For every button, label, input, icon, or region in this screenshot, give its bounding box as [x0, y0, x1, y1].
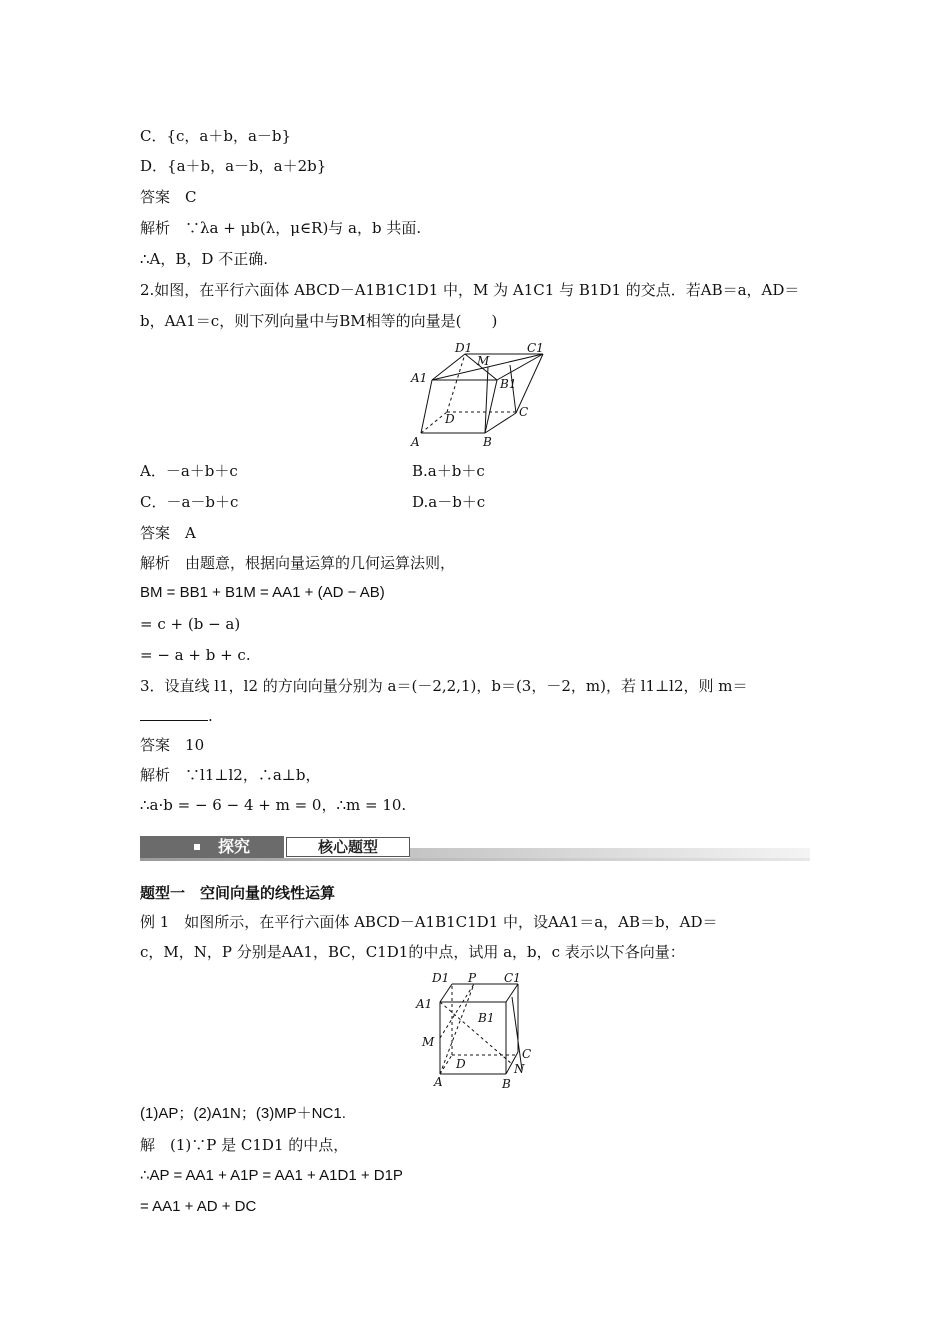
- option-d-line: D．{a＋b，a－b，a＋2b}: [140, 157, 327, 175]
- answer-line-2: 答案 A: [140, 524, 196, 542]
- example-1-text-cont: c，M，N，P 分别是AA1，BC，C1D1的中点，试用 a，b，c 表示以下各向量：: [140, 943, 685, 961]
- section-heading: 题型一 空间向量的线性运算: [140, 884, 336, 902]
- question-3-blank: .: [140, 706, 213, 726]
- fig2-label-b: B: [502, 1077, 511, 1091]
- fig2-label-a: A: [434, 1075, 443, 1089]
- section-banner: [140, 836, 810, 862]
- fig2-label-p: P: [468, 971, 477, 985]
- equation-line-3: = − a + b + c.: [140, 646, 251, 664]
- fig2-label-c1: C1: [504, 971, 521, 985]
- fig1-label-b: B: [483, 435, 492, 449]
- solution-equation-2: = AA1 + AD + DC: [140, 1198, 257, 1215]
- option-row-2: C．－a－b＋c D.a－b＋c: [140, 493, 486, 511]
- answer-line-1: 答案 C: [140, 188, 197, 206]
- fig2-label-b1: B1: [478, 1011, 495, 1025]
- parallelepiped-figure-1: [405, 338, 555, 450]
- banner-core-types: 核心题型: [286, 837, 410, 857]
- fig1-label-c: C: [519, 405, 529, 419]
- conclusion-line-1: ∴A，B，D 不正确.: [140, 250, 268, 268]
- example-1-parts: (1)AP；(2)A1N；(3)MP＋NC1.: [140, 1105, 346, 1122]
- example-1-text: 例 1 如图所示，在平行六面体 ABCD－A1B1C1D1 中，设AA1＝a，AB＝b，AD＝: [140, 913, 718, 931]
- fig2-label-n: N: [514, 1062, 525, 1076]
- explanation-line-3: 解析 ∵l1⊥l2，∴a⊥b，: [140, 766, 321, 784]
- equation-line-2: = c + (b − a): [140, 615, 241, 633]
- answer-line-3: 答案 10: [140, 736, 205, 754]
- equation-line-1: BM = BB1 + B1M = AA1 + (AD − AB): [140, 584, 385, 601]
- explanation-line-2: 解析 由题意，根据向量运算的几何运算法则，: [140, 554, 456, 572]
- fig1-label-d: D: [445, 412, 455, 426]
- fig2-label-a1: A1: [416, 997, 433, 1011]
- option-c-line: C．{c，a＋b，a－b}: [140, 127, 292, 145]
- question-3-text: 3．设直线 l1，l2 的方向向量分别为 a＝(－2,2,1)，b＝(3，－2，m)，若 l1⊥l2，则 m＝: [140, 677, 748, 695]
- explanation-line-1: 解析 ∵λa + μb(λ，μ∈R)与 a，b 共面.: [140, 219, 422, 237]
- fig1-label-m: M: [477, 354, 490, 368]
- parallelepiped-figure-2: [412, 970, 542, 1095]
- solution-line-1: 解 (1)∵P 是 C1D1 的中点，: [140, 1136, 349, 1154]
- option-row-1: A．－a＋b＋c B.a＋b＋c: [140, 462, 485, 480]
- fig1-label-d1: D1: [455, 341, 473, 355]
- banner-explore: 探究: [140, 836, 284, 858]
- fig2-label-d: D: [456, 1057, 466, 1071]
- fig1-label-a: A: [411, 435, 420, 449]
- fig1-label-b1: B1: [500, 377, 517, 391]
- question-2-text-cont: b，AA1＝c，则下列向量中与BM相等的向量是( ): [140, 312, 498, 330]
- solution-equation-1: ∴AP = AA1 + A1P = AA1 + A1D1 + D1P: [140, 1167, 403, 1184]
- fig2-label-d1: D1: [432, 971, 450, 985]
- fig2-label-c: C: [522, 1047, 532, 1061]
- question-2-text: 2.如图，在平行六面体 ABCD－A1B1C1D1 中，M 为 A1C1 与 B1D1 的交点．若AB＝a，AD＝: [140, 281, 800, 299]
- explanation-line-3b: ∴a·b = − 6 − 4 + m = 0，∴m = 10.: [140, 796, 407, 814]
- fig1-label-a1: A1: [411, 371, 428, 385]
- fig2-label-m: M: [422, 1035, 435, 1049]
- fig1-label-c1: C1: [527, 341, 544, 355]
